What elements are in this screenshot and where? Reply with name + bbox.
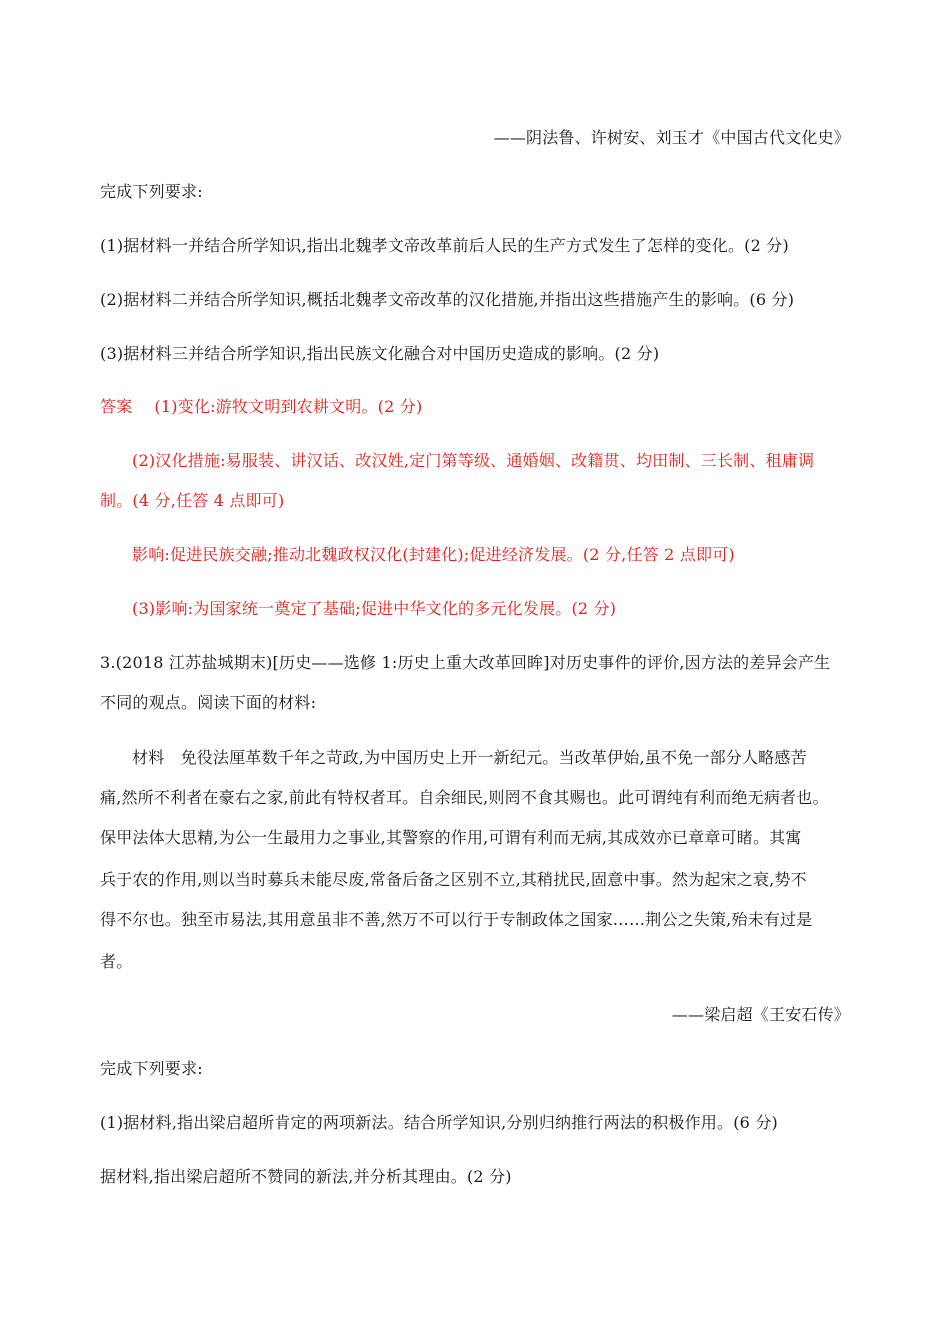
material-line: 得不尔也。独至市易法,其用意虽非不善,然万不可以行于专制政体之国家……荆公之失策,殆未有过是 — [100, 910, 813, 929]
task-heading: 完成下列要求: — [100, 182, 203, 201]
question-1: (1)据材料一并结合所学知识,指出北魏孝文帝改革前后人民的生产方式发生了怎样的变化。(2 分) — [100, 236, 789, 255]
answer-3: (3)影响:为国家统一奠定了基础;促进中华文化的多元化发展。(2 分) — [132, 599, 617, 618]
question3-q2: 据材料,指出梁启超所不赞同的新法,并分析其理由。(2 分) — [100, 1167, 512, 1186]
question3-citation: ——梁启超《王安石传》 — [671, 1005, 850, 1024]
question-3: (3)据材料三并结合所学知识,指出民族文化融合对中国历史造成的影响。(2 分) — [100, 344, 660, 363]
material-line: 痛,然所不利者在豪右之家,前此有特权者耳。自余细民,则罔不食其赐也。此可谓纯有利而绝无病者也。 — [100, 788, 829, 807]
material-line: 兵于农的作用,则以当时募兵未能尽废,常备后备之区别不立,其稍扰民,固意中事。然为起宋之衰,势不 — [100, 870, 807, 889]
question3-task-heading: 完成下列要求: — [100, 1059, 203, 1078]
answer-1: (1)变化:游牧文明到农耕文明。(2 分) — [154, 397, 423, 416]
answer-2-line2: 制。(4 分,任答 4 点即可) — [100, 491, 285, 510]
material-line: 材料 免役法厘革数千年之苛政,为中国历史上开一新纪元。当改革伊始,虽不免一部分人略感苦 — [132, 748, 807, 767]
answer-1-line — [100, 397, 850, 417]
answer-2-effect: 影响:促进民族交融;推动北魏政权汉化(封建化);促进经济发展。(2 分,任答 2 点即可) — [132, 545, 735, 564]
answer-label: 答案 — [100, 397, 133, 416]
material-citation: ——阴法鲁、许树安、刘玉才《中国古代文化史》 — [493, 128, 850, 147]
question3-intro-line2: 不同的观点。阅读下面的材料: — [100, 693, 317, 712]
question3-intro-line1: 3.(2018 江苏盐城期末)[历史——选修 1:历史上重大改革回眸]对历史事件的评价,因方法的差异会产生 — [100, 653, 831, 672]
material-line: 者。 — [100, 952, 133, 971]
question3-q1: (1)据材料,指出梁启超所肯定的两项新法。结合所学知识,分别归纳推行两法的积极作用。(6 分) — [100, 1113, 778, 1132]
material-line: 保甲法体大思精,为公一生最用力之事业,其警察的作用,可谓有利而无病,其成效亦已章章可睹。其寓 — [100, 828, 802, 847]
question-2: (2)据材料二并结合所学知识,概括北魏孝文帝改革的汉化措施,并指出这些措施产生的影响。(6 分) — [100, 290, 795, 309]
answer-2-line1: (2)汉化措施:易服装、讲汉话、改汉姓,定门第等级、通婚姻、改籍贯、均田制、三长制、租庸调 — [132, 451, 815, 470]
